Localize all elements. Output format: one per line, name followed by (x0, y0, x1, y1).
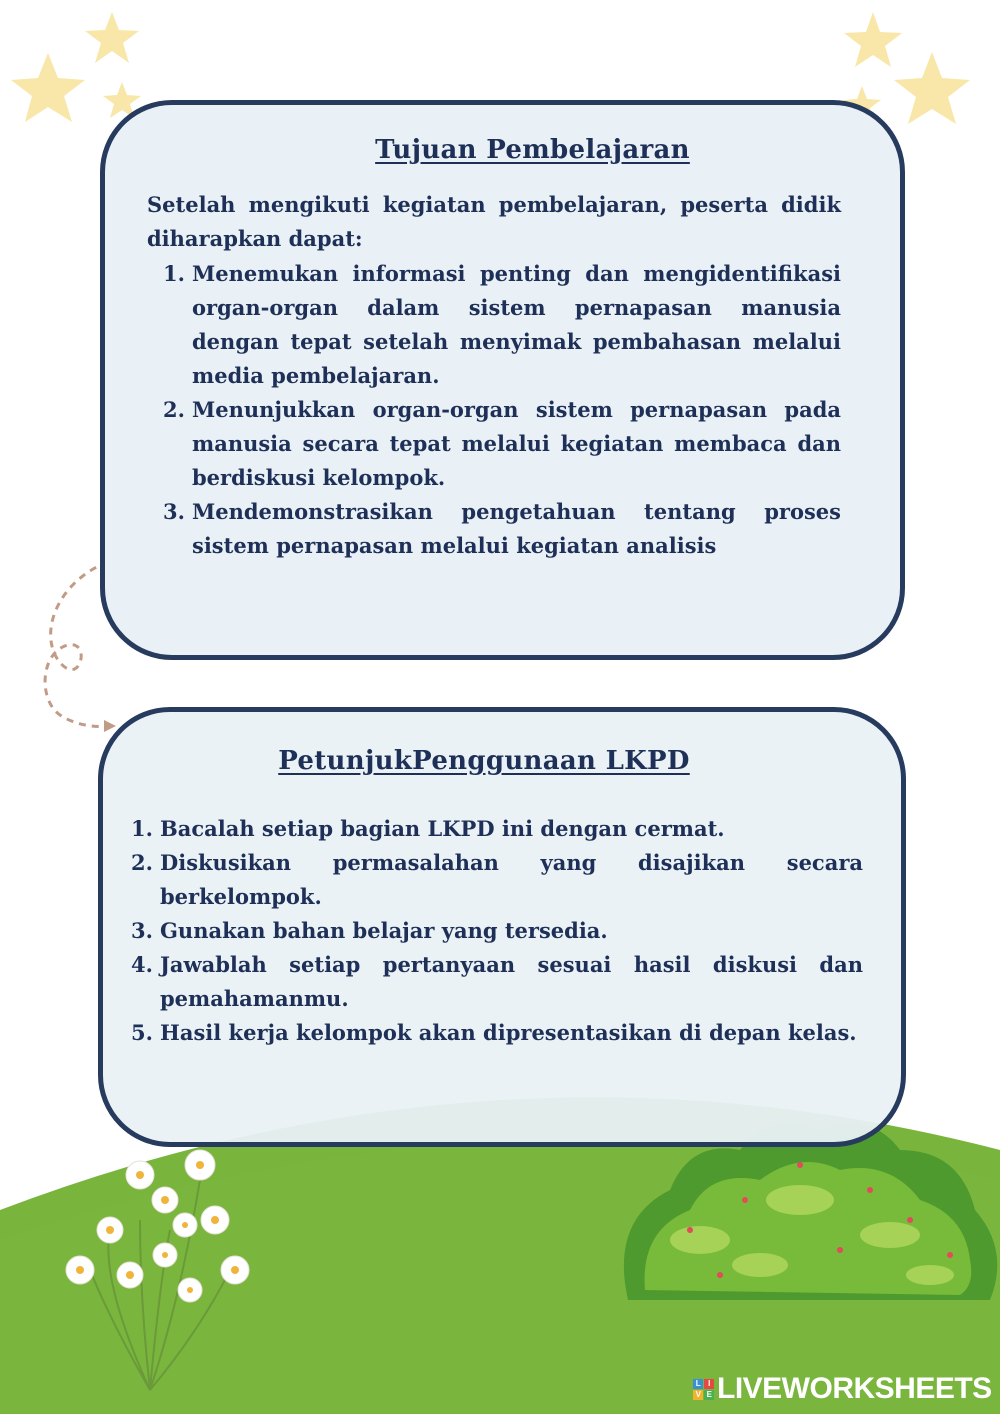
list-item: 1. Menemukan informasi penting dan mengidentifikasi organ-organ dalam sistem pernapasan manusia dengan tepat setelah menyimak pembahasan melalui media pembelajaran. (163, 261, 841, 388)
list-item: 2. Menunjukkan organ-organ sistem pernapasan pada manusia secara tepat melalui kegiatan membaca dan berdiskusi kelompok. (163, 397, 841, 490)
learning-objectives-list (163, 257, 841, 563)
list-item: 4. Jawablah setiap pertanyaan sesuai hasil diskusi dan pemahamanmu. (131, 952, 863, 1011)
liveworksheets-logo-text: LIVEWORKSHEETS (717, 1372, 992, 1405)
lkpd-instructions-title: PetunjukPenggunaan LKPD (278, 746, 690, 776)
learning-objectives-card (100, 100, 905, 660)
lkpd-instructions-list (131, 812, 863, 1050)
list-item: 1. Bacalah setiap bagian LKPD ini dengan cermat. (131, 816, 725, 841)
list-item: 3. Mendemonstrasikan pengetahuan tentang proses sistem pernapasan melalui kegiatan analisis (163, 499, 841, 558)
liveworksheets-logo-icon: L I V E (693, 1379, 714, 1400)
liveworksheets-logo[interactable] (693, 1372, 992, 1406)
lkpd-instructions-card (98, 707, 906, 1147)
star-icon (11, 12, 141, 122)
learning-objectives-title: Tujuan Pembelajaran (375, 135, 690, 165)
list-item: 2. Diskusikan permasalahan yang disajikan secara berkelompok. (131, 850, 863, 909)
list-item: 5. Hasil kerja kelompok akan dipresentasikan di depan kelas. (131, 1020, 857, 1045)
list-item: 3. Gunakan bahan belajar yang tersedia. (131, 918, 608, 943)
learning-objectives-intro: Setelah mengikuti kegiatan pembelajaran, peserta didik diharapkan dapat: (147, 192, 841, 251)
